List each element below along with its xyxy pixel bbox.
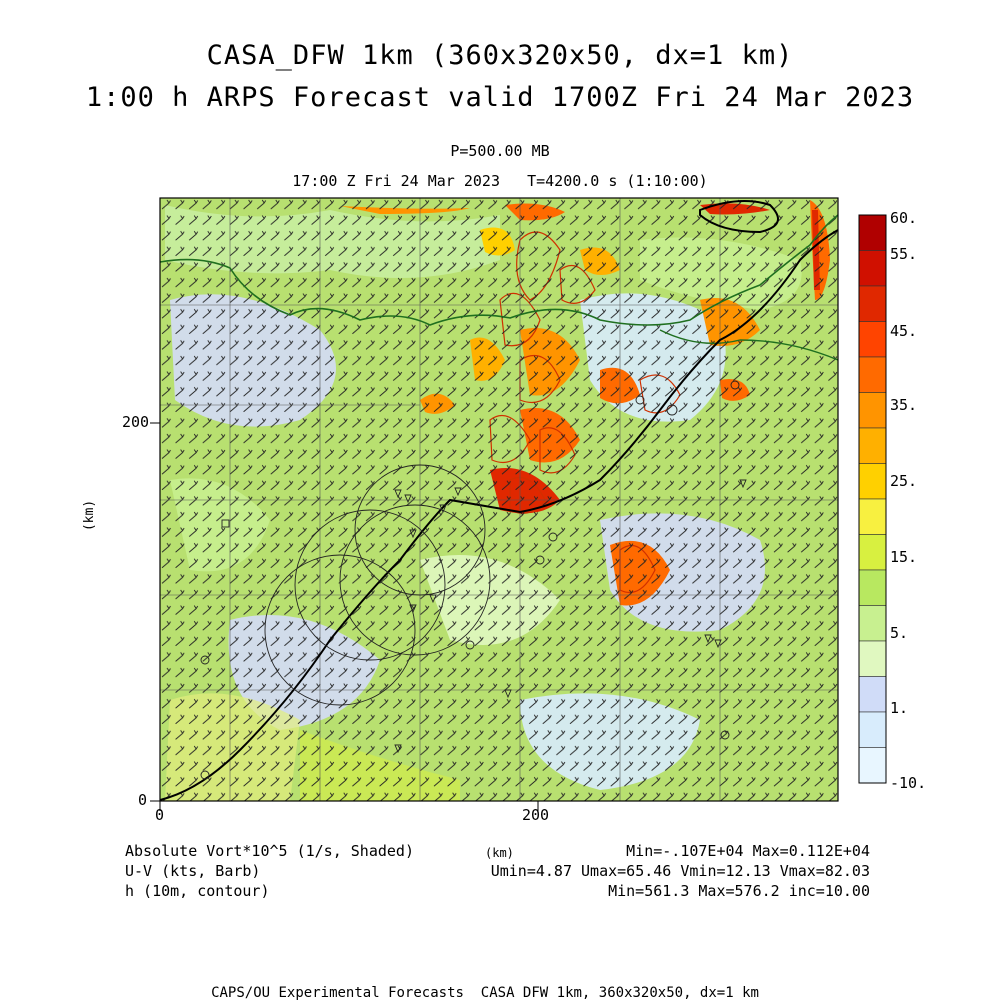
y-axis-label: (km) [82, 499, 98, 532]
plot-area [160, 198, 838, 801]
colorbar-label-55: 55. [890, 245, 918, 263]
title-line-2: 1:00 h ARPS Forecast valid 1700Z Fri 24 Mar 2023 [85, 82, 915, 113]
colorbar-label-5: 5. [890, 624, 909, 642]
colorbar-swatch [859, 286, 886, 322]
colorbar-swatch [859, 357, 886, 393]
colorbar-label-25: 25. [890, 472, 918, 490]
colorbar-swatch [859, 535, 886, 571]
colorbar-swatch [859, 748, 886, 784]
colorbar-swatch [859, 570, 886, 606]
colorbar-label-35: 35. [890, 396, 918, 414]
legend-field-wind: U-V (kts, Barb) [125, 862, 261, 880]
footer-credit: CAPS/OU Experimental Forecasts CASA DFW 1km, 360x320x50, dx=1 km [211, 985, 759, 1001]
colorbar-swatch [859, 677, 886, 713]
colorbar-swatch [859, 215, 886, 251]
x-tick-label-200: 200 [522, 806, 550, 824]
colorbar-swatch [859, 641, 886, 677]
pressure-level: P=500.00 MB [450, 142, 550, 160]
colorbar-swatch [859, 606, 886, 642]
colorbar [859, 215, 886, 783]
colorbar-swatch [859, 499, 886, 535]
legend-field-height: h (10m, contour) [125, 882, 270, 900]
colorbar-swatch [859, 393, 886, 429]
colorbar-swatch [859, 464, 886, 500]
legend-minmax-height: Min=561.3 Max=576.2 inc=10.00 [608, 882, 870, 900]
x-axis-label: (km) [485, 846, 514, 860]
y-tick-label-200: 200 [122, 413, 150, 431]
colorbar-swatch [859, 251, 886, 287]
colorbar-swatch [859, 322, 886, 358]
valid-time-line: 17:00 Z Fri 24 Mar 2023 T=4200.0 s (1:10:00) [292, 172, 708, 190]
colorbar-label-45: 45. [890, 322, 918, 340]
colorbar-label-60: 60. [890, 209, 918, 227]
colorbar-label-minus10: -10. [890, 774, 927, 792]
x-tick-label-0: 0 [155, 806, 165, 824]
y-tick-label-0: 0 [138, 791, 148, 809]
legend-field-vorticity: Absolute Vort*10^5 (1/s, Shaded) [125, 842, 414, 860]
colorbar-swatch [859, 712, 886, 748]
legend-minmax-wind: Umin=4.87 Umax=65.46 Vmin=12.13 Vmax=82.03 [490, 862, 870, 880]
wind-barb-field [160, 198, 838, 801]
colorbar-label-15: 15. [890, 548, 918, 566]
title-line-1: CASA_DFW 1km (360x320x50, dx=1 km) [206, 40, 794, 71]
colorbar-swatch [859, 428, 886, 464]
colorbar-label-1: 1. [890, 699, 909, 717]
legend-minmax-vorticity: Min=-.107E+04 Max=0.112E+04 [626, 842, 870, 860]
